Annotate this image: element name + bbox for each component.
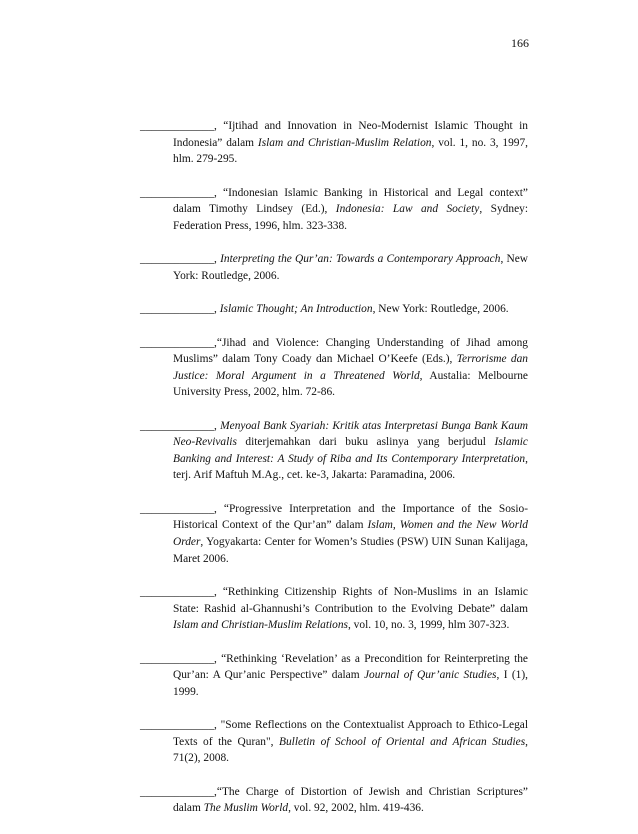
bibliography-entry: _____________, “Ijtihad and Innovation in Neo-Modernist Islamic Thought in Indonesia” dalam Islam and Christian-Muslim Relation, vol. 1, no. 3, 1997, hlm. 279-295.: [140, 120, 529, 166]
bibliography-entry: _____________, “Progressive Interpretation and the Importance of the Sosio-Historical Context of the Qur’an” dalam Islam, Women and the New World Order, Yogyakarta: Center for Women’s Studies (PSW) UIN Sunan Kalijaga, Maret 2006.: [140, 502, 528, 565]
bibliography-entry: _____________, Menyoal Bank Syariah: Kritik atas Interpretasi Bunga Bank Kaum Neo-Revivalis diterjemahkan dari buku aslinya yang berjudul Islamic Banking and Interest: A Study of Riba and Its Contemporary Interpretation, terj. Arif Maftuh M.Ag., cet. ke-3, Jakarta: Paramadina, 2006.: [140, 419, 528, 482]
bibliography-entry: _____________, Islamic Thought; An Introduction, New York: Routledge, 2006.: [140, 303, 509, 316]
bibliography-entry: _____________,“The Charge of Distortion of Jewish and Christian Scriptures” dalam The Muslim World, vol. 92, 2002, hlm. 419-436.: [140, 785, 528, 815]
page-number: 166: [511, 36, 529, 50]
bibliography-entry: _____________, “Rethinking ‘Revelation’ as a Precondition for Reinterpreting the Qur’an: A Qur’anic Perspective” dalam Journal of Qur’anic Studies, I (1), 1999.: [140, 652, 528, 698]
bibliography-entry: _____________, "Some Reflections on the Contextualist Approach to Ethico-Legal Texts of the Quran", Bulletin of School of Oriental and African Studies, 71(2), 2008.: [140, 719, 528, 765]
bibliography-list: [140, 118, 528, 834]
bibliography-entry: _____________, “Rethinking Citizenship Rights of Non-Muslims in an Islamic State: Rashid al-Ghannushi’s Contribution to the Evolving Debate” dalam Islam and Christian-Muslim Relations, vol. 10, no. 3, 1999, hlm 307-323.: [140, 586, 528, 632]
bibliography-entry: _____________, Interpreting the Qur’an: Towards a Contemporary Approach, New York: Routledge, 2006.: [140, 253, 529, 282]
bibliography-entry: _____________, “Indonesian Islamic Banking in Historical and Legal context” dalam Timothy Lindsey (Ed.), Indonesia: Law and Society, Sydney: Federation Press, 1996, hlm. 323-338.: [140, 186, 528, 232]
bibliography-entry: _____________,“Jihad and Violence: Changing Understanding of Jihad among Muslims” dalam Tony Coady dan Michael O’Keefe (Eds.), Terrorisme dan Justice: Moral Argument in a Threatened World, Austalia: Melbourne University Press, 2002, hlm. 72-86.: [140, 336, 529, 399]
